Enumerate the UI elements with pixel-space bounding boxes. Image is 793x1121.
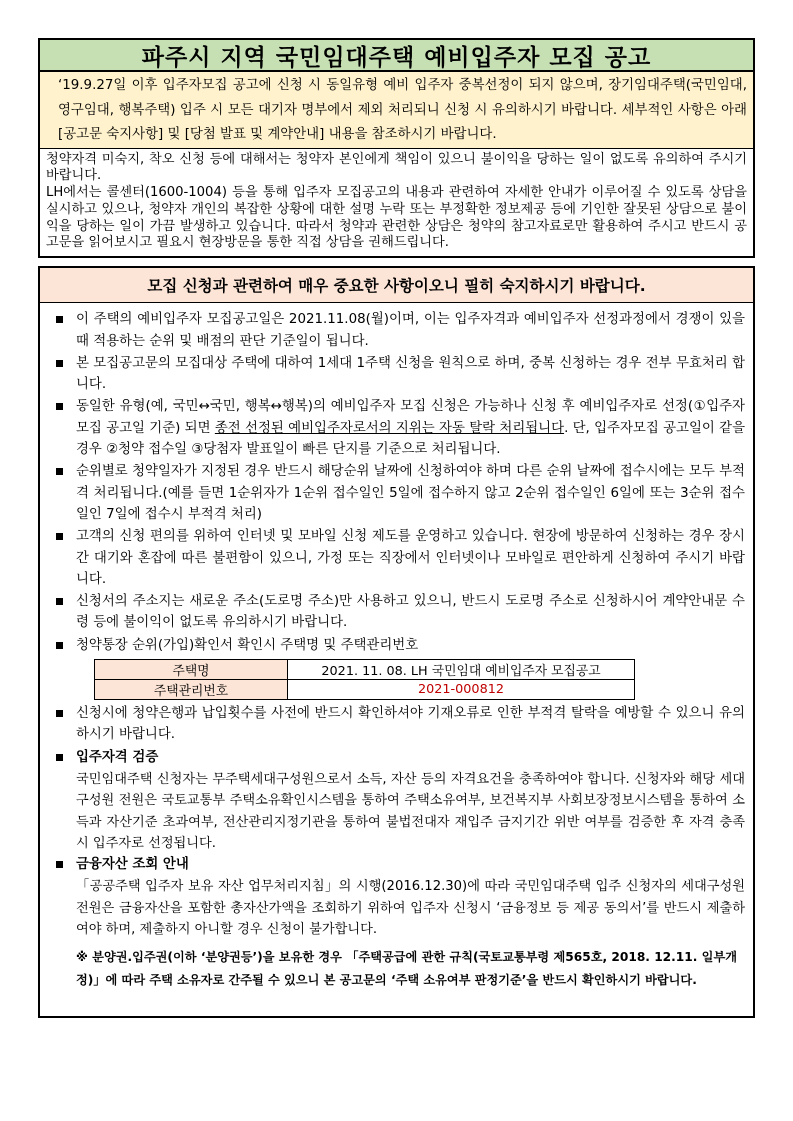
important-notes-heading: 모집 신청과 관련하여 매우 중요한 사항이오니 필히 숙지하시기 바랍니다. (40, 268, 753, 303)
table-key-cell: 주택관리번호 (95, 680, 288, 700)
table-key-cell: 주택명 (95, 660, 288, 680)
table-row (95, 660, 635, 680)
table-row (95, 680, 635, 700)
square-bullet-icon (56, 403, 63, 410)
important-notes-box (38, 266, 755, 1018)
notice-caution-line: 청약자격 미숙지, 착오 신청 등에 대해서는 청약자 본인에게 책임이 있으니 불이익을 당하는 일이 없도록 유의하여 주시기 바랍니다. (46, 151, 747, 184)
notice-box (38, 72, 755, 258)
list-item: 고객의 신청 편의를 위하여 인터넷 및 모바일 신청 제도를 운영하고 있습니다. 현장에 방문하여 신청하는 경우 장시간 대기와 혼잡에 따른 불편함이 있으니, 가정 또는 직장에서 인터넷이나 모바일로 편안하게 신청하여 주시기 바랍니다. (54, 526, 745, 590)
list-item: 동일한 유형(예, 국민↔국민, 행복↔행복)의 예비입주자 모집 신청은 가능하나 신청 후 예비입주자로 선정(①입주자모집 공고일 기준) 되면 종전 선정된 예비입주자로서의 지위는 자동 탈락 처리됩니다. 단, 입주자모집 공고일이 같을 경우 ②청약 접수일 ③당첨자 발표일이 빠른 단지를 기준으로 처리됩니다. (54, 396, 745, 460)
page-title: 파주시 지역 국민임대주택 예비입주자 모집 공고 (38, 38, 755, 72)
square-bullet-icon (56, 861, 63, 868)
list-item (54, 854, 745, 875)
section-body: 「공공주택 입주자 보유 자산 업무처리지침」의 시행(2016.12.30)에 따라 국민임대주택 입주 신청자의 세대구성원 전원은 금융자산을 포함한 총자산가액을 조회하기 위하여 입주자 신청시 ‘금융정보 등 제공 동의서’를 반드시 제출하여야 하며, 제출하지 아니할 경우 신청이 불가합니다. (76, 879, 745, 937)
square-bullet-icon (56, 360, 63, 367)
notice-caution-line: LH에서는 콜센터(1600-1004) 등을 통해 입주자 모집공고의 내용과 관련하여 자세한 안내가 이루어질 수 있도록 상담을 실시하고 있으나, 청약자 개인의 복잡한 상황에 대한 설명 누락 또는 부정확한 정보제공 등에 기인한 잘못된 상담으로 불이익을 당하는 일이 가끔 발생하고 있습니다. 따라서 청약과 관련한 상담은 청약의 참고자료로만 활용하여 주시고 반드시 공고문을 읽어보시고 필요시 현장방문을 통한 직접 상담을 권해드립니다. (46, 185, 747, 251)
square-bullet-icon (56, 710, 63, 717)
housing-id-value: 2021-000812 (288, 680, 635, 700)
square-bullet-icon (56, 642, 63, 649)
notice-caution (40, 149, 753, 257)
square-bullet-icon (56, 316, 63, 323)
list-item: 청약통장 순위(가입)확인서 확인시 주택명 및 주택관리번호 (54, 635, 745, 656)
list-item: 신청서의 주소지는 새로운 주소(도로명 주소)만 사용하고 있으니, 반드시 도로명 주소로 신청하시어 계약안내문 수령 등에 불이익이 없도록 유의하시기 바랍니다. (54, 591, 745, 634)
notes-list (40, 303, 753, 992)
list-item: 이 주택의 예비입주자 모집공고일은 2021.11.08(월)이며, 이는 입주자격과 예비입주자 선정과정에서 경쟁이 있을 때 적용하는 순위 및 배점의 판단 기준일이 됩니다. (54, 309, 745, 352)
footnote: ※ 분양권.입주권(이하 ‘분양권등’)을 보유한 경우 「주택공급에 관한 규칙(국토교통부령 제565호, 2018. 12.11. 일부개정)」에 따라 주택 소유자로 간주될 수 있으니 본 공고문의 ‘주택 소유여부 판정기준’을 반드시 확인하시기 바랍니다. (76, 950, 737, 988)
notice-highlight: ‘19.9.27일 이후 입주자모집 공고에 신청 시 동일유형 예비 입주자 중복선정이 되지 않으며, 장기임대주택(국민임대, 영구임대, 행복주택) 입주 시 모든 대기자 명부에서 제외 처리되니 신청 시 유의하시기 바랍니다. 세부적인 사항은 아래 [공고문 숙지사항] 및 [당첨 발표 및 계약안내] 내용을 참조하시기 바랍니다. (40, 72, 753, 149)
table-value-cell: 2021. 11. 08. LH 국민임대 예비입주자 모집공고 (288, 660, 635, 680)
list-item: 신청시에 청약은행과 납입횟수를 사전에 반드시 확인하셔야 기재오류로 인한 부적격 탈락을 예방할 수 있으니 유의하시기 바랍니다. (54, 703, 745, 746)
announcement-page (38, 38, 755, 1018)
list-item (54, 747, 745, 768)
square-bullet-icon (56, 598, 63, 605)
list-item: 본 모집공고문의 모집대상 주택에 대하여 1세대 1주택 신청을 원칙으로 하며, 중복 신청하는 경우 전부 무효처리 합니다. (54, 353, 745, 396)
section-title: 금융자산 조회 안내 (76, 857, 189, 873)
square-bullet-icon (56, 468, 63, 475)
housing-info-table (94, 659, 635, 700)
list-item: 순위별로 청약일자가 지정된 경우 반드시 해당순위 날짜에 신청하여야 하며 다른 순위 날짜에 접수시에는 모두 부적격 처리됩니다.(예를 들면 1순위자가 1순위 접수일인 5일에 접수하지 않고 2순위 접수일인 6일에 또는 3순위 접수일인 7일에 접수시 부적격 처리) (54, 461, 745, 525)
section-title: 입주자격 검증 (76, 749, 159, 765)
square-bullet-icon (56, 754, 63, 761)
square-bullet-icon (56, 533, 63, 540)
section-body: 국민임대주택 신청자는 무주택세대구성원으로서 소득, 자산 등의 자격요건을 충족하여야 합니다. 신청자와 해당 세대구성원 전원은 국토교통부 주택소유확인시스템을 통하여 주택소유여부, 보건복지부 사회보장정보시스템을 통하여 소득과 자산기준 초과여부, 전산관리지정기관을 통하여 불법전대자 재입주 금지기간 위반 여부를 검증한 후 자격 충족시 입주자로 선정됩니다. (76, 771, 745, 851)
underlined-warning: 종전 선정된 예비입주자로서의 지위는 자동 탈락 처리됩니다 (214, 420, 565, 436)
